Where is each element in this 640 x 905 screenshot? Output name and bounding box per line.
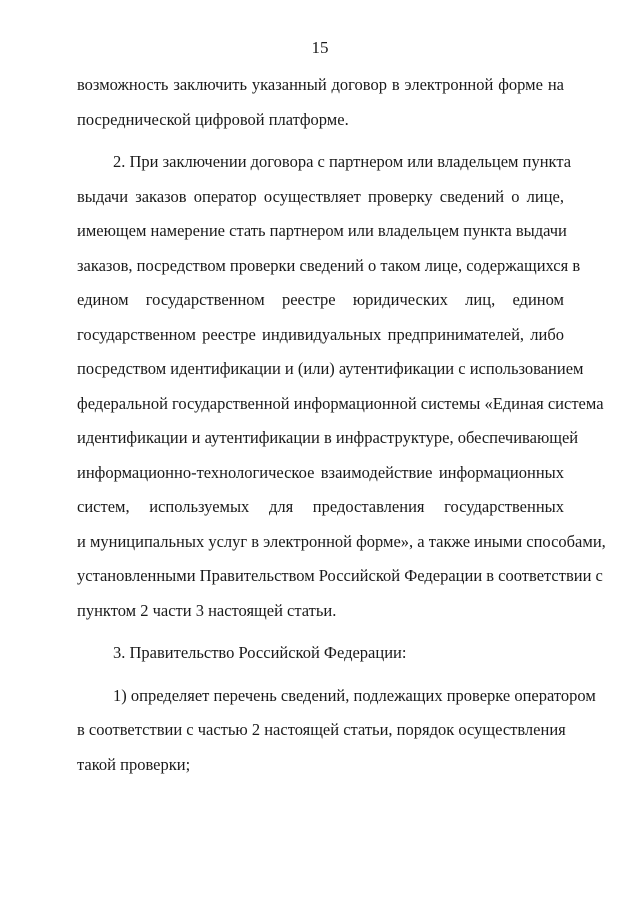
text-line: информационно-технологическое взаимодействие информационных: [77, 462, 564, 482]
text-line: пунктом 2 части 3 настоящей статьи.: [77, 600, 337, 620]
text-line: 2. При заключении договора с партнером или владельцем пункта: [113, 152, 572, 171]
text-line: едином государственном реестре юридических лиц, едином: [77, 290, 564, 309]
text-line: имеющем намерение стать партнером или владельцем пункта выдачи: [77, 221, 567, 240]
text-line: 1) определяет перечень сведений, подлежащих проверке оператором: [113, 685, 596, 705]
page-number: 15: [311, 38, 329, 57]
text-line: 3. Правительство Российской Федерации:: [113, 643, 407, 662]
text-line: такой проверки;: [77, 754, 191, 774]
paragraph: [77, 145, 606, 628]
text-line: и муниципальных услуг в электронной форме», а также иными способами,: [77, 531, 606, 551]
paragraph: [77, 679, 596, 783]
text-line: в соответствии с частью 2 настоящей статьи, порядок осуществления: [77, 720, 566, 739]
text-line: федеральной государственной информационной системы «Единая система: [77, 393, 604, 413]
text-line: идентификации и аутентификации в инфраструктуре, обеспечивающей: [77, 428, 579, 447]
text-line: посреднической цифровой платформе.: [77, 109, 349, 129]
text-line: заказов, посредством проверки сведений о таком лице, содержащихся в: [77, 255, 581, 275]
text-line: посредством идентификации и (или) аутентификации с использованием: [77, 359, 584, 378]
text-line: государственном реестре индивидуальных предпринимателей, либо: [77, 324, 564, 344]
paragraph: [77, 636, 564, 671]
text-line: установленными Правительством Российской Федерации в соответствии с: [77, 566, 603, 585]
text-line: выдачи заказов оператор осуществляет проверку сведений о лице,: [77, 186, 564, 206]
text-line: возможность заключить указанный договор в электронной форме на: [77, 75, 564, 94]
paragraph: [77, 68, 564, 137]
document-body: [77, 68, 606, 782]
text-line: систем, используемых для предоставления государственных: [77, 497, 564, 516]
